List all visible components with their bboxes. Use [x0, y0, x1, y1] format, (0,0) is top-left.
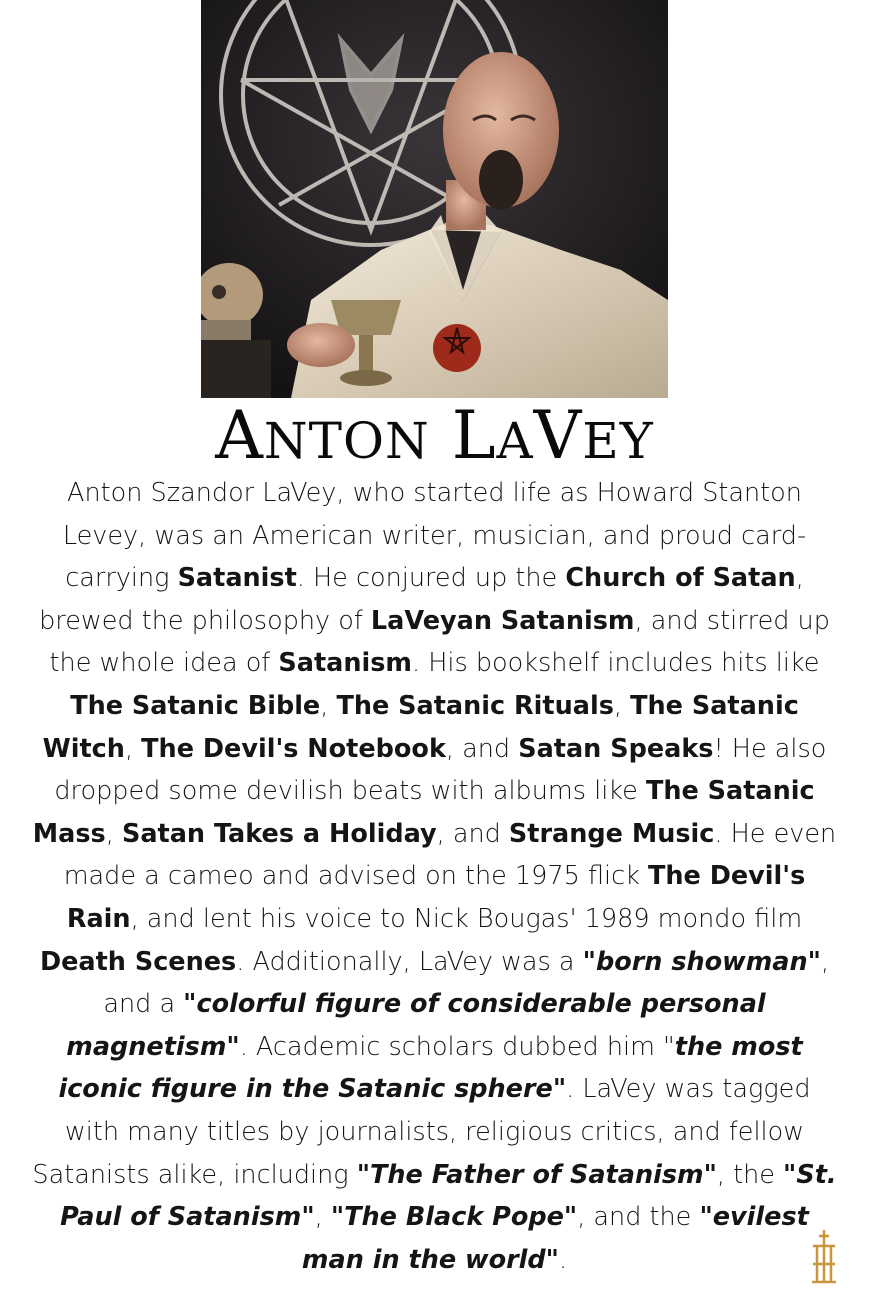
page-title: ANTON LAVEY [215, 397, 654, 474]
church-logo-icon [809, 1228, 839, 1284]
portrait-illustration [201, 0, 668, 398]
portrait-photo [201, 0, 668, 398]
biography-text: Anton Szandor LaVey, who started life as Howard Stanton Levey, was an American writer, musician, and proud card-carrying Satanist. He conjured up the Church of Satan, brewed the philosophy of LaVeyan Satanism, and stirred up the whole idea of Satanism. His bookshelf includes hits like The Satanic Bible, The Satanic Rituals, The Satanic Witch, The Devil's Notebook, and Satan Speaks! He also dropped some devilish beats with albums like The Satanic Mass, Satan Takes a Holiday, and Strange Music. He even made a cameo and advised on the 1975 flick The Devil's Rain, and lent his voice to Nick Bougas' 1989 mondo film Death Scenes. Additionally, LaVey was a "born showman", and a "colorful figure of considerable personal magnetism". Academic scholars dubbed him "the most iconic figure in the Satanic sphere". LaVey was tagged with many titles by journalists, religious critics, and fellow Satanists alike, including "The Father of Satanism", the "St. Paul of Satanism", "The Black Pope", and the "evilest man in the world". [32, 478, 837, 1275]
sigil-of-baphomet-icon [433, 324, 481, 372]
